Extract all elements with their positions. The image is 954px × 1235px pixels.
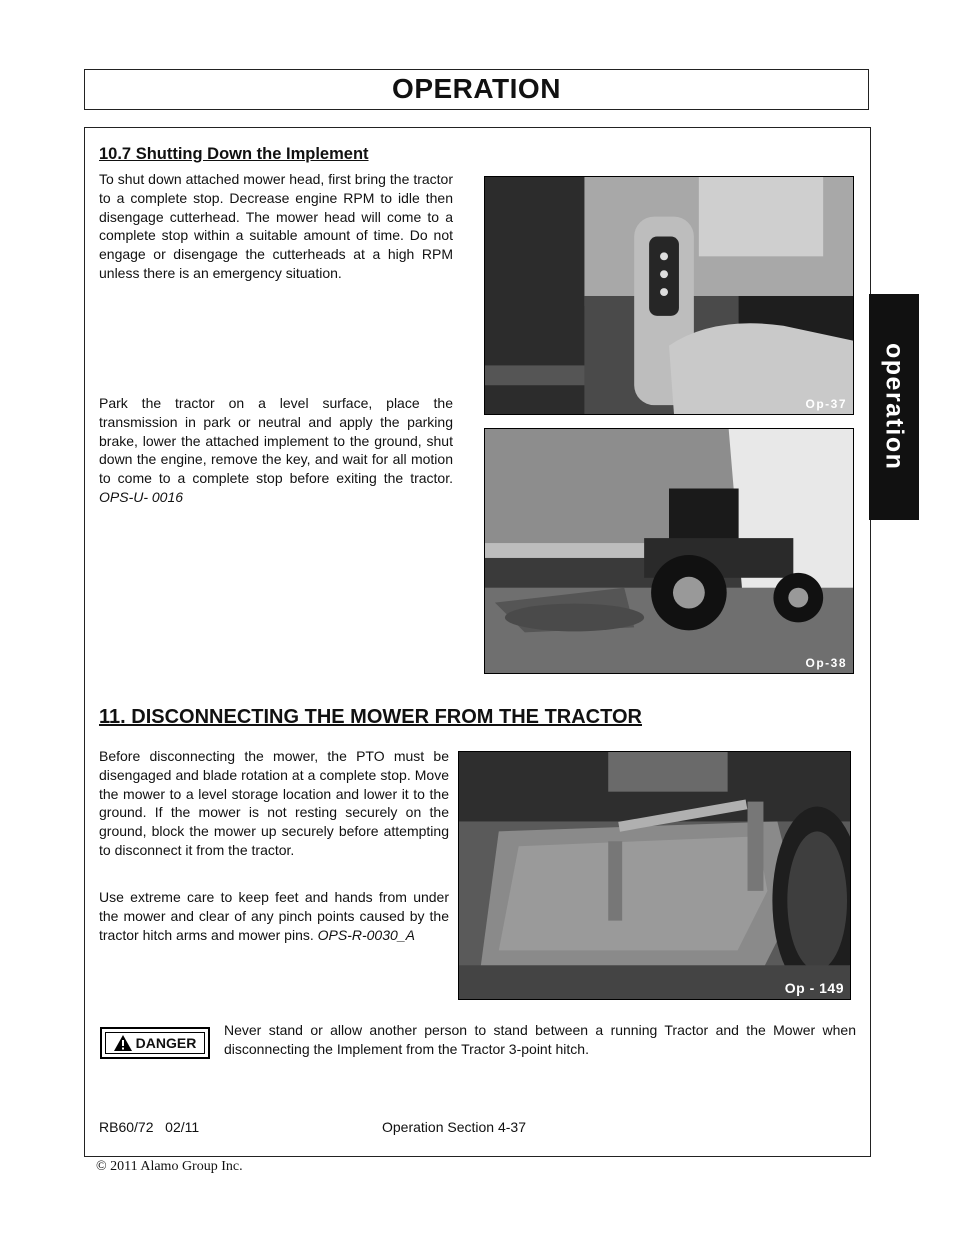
section-heading-11: 11. DISCONNECTING THE MOWER FROM THE TRACTOR — [99, 706, 642, 728]
paragraph-park-tractor-text: Park the tractor on a level surface, place the transmission in park or neutral and apply the parking brake, lower the attached implement to the ground, shut down the engine, remove the key, and wait for all motion to come to a complete stop before exiting the tractor. — [99, 395, 453, 487]
page-title: OPERATION — [392, 73, 561, 104]
photo-label: Op - 149 — [784, 980, 844, 996]
photo-mower-hitch — [458, 751, 851, 1000]
photo-label: Op-38 — [805, 656, 847, 670]
photo-cab-controls-image — [485, 177, 853, 414]
side-tab-label: operation — [880, 343, 909, 471]
warning-triangle-icon — [114, 1035, 132, 1051]
danger-text: Never stand or allow another person to stand between a running Tractor and the Mower when disconnecting the Implement from the Tractor 3-point hitch. — [224, 1022, 856, 1057]
footer-model-date: RB60/72 02/11 — [99, 1119, 200, 1135]
paragraph-before-disconnecting: Before disconnecting the mower, the PTO must be disengaged and blade rotation at a complete stop. Move the mower to a level storage location and lower it to the ground. If the mower is not resting securely on the ground, block the mower up securely before attempting to disconnect it from the tractor. — [99, 748, 449, 858]
danger-badge — [100, 1027, 210, 1059]
footer-section: Operation Section 4-37 — [382, 1119, 526, 1135]
photo-label: Op-37 — [805, 397, 847, 411]
photo-tractor-parked-image — [485, 429, 853, 673]
danger-badge-inner — [105, 1032, 205, 1054]
danger-label: DANGER — [135, 1035, 197, 1051]
reference-code: OPS-U- 0016 — [99, 488, 184, 505]
copyright: © 2011 Alamo Group Inc. — [96, 1159, 243, 1174]
section-heading-10-7: 10.7 Shutting Down the Implement — [99, 145, 369, 163]
photo-cab-controls — [484, 176, 854, 415]
photo-tractor-parked — [484, 428, 854, 674]
paragraph-extreme-care-text: Use extreme care to keep feet and hands from under the mower and clear of any pinch points caused by the tractor hitch arms and mower pins. — [99, 889, 449, 943]
paragraph-park-tractor — [99, 394, 453, 507]
photo-mower-hitch-image — [459, 752, 850, 999]
paragraph-shut-down: To shut down attached mower head, first bring the tractor to a complete stop. Decrease engine RPM to idle then disengage cutterhead. The mower head will come to a complete stop within a suitable amount of time. Do not engage or disengage the cutterheads at a high RPM unless there is an emergency situation. — [99, 171, 453, 281]
reference-code: OPS-R-0030_A — [317, 926, 415, 943]
paragraph-extreme-care — [99, 888, 449, 944]
